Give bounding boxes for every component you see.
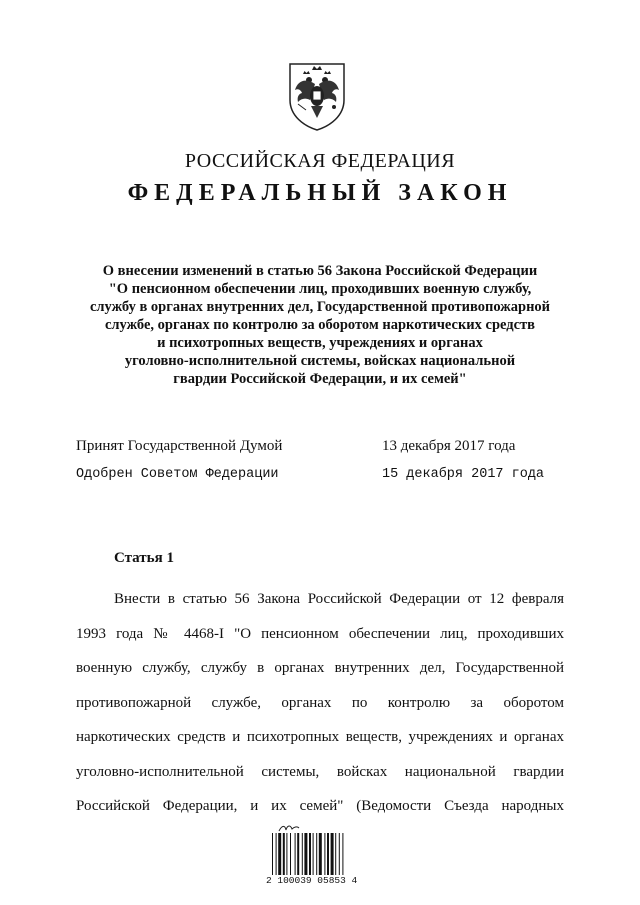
adoption-row-council	[76, 467, 566, 482]
adoption-label: Одобрен Советом Федерации	[76, 467, 279, 482]
title-line: уголовно-исполнительной системы, войсках национальной	[124, 353, 516, 369]
barcode-bar	[278, 833, 281, 875]
article-body	[76, 582, 564, 824]
barcode-bar	[283, 833, 285, 875]
barcode-icon	[272, 833, 360, 875]
body-line: Внести в статью 56 Закона Российской Федерации от 12 февраля	[114, 591, 564, 607]
barcode-bar	[304, 833, 307, 875]
barcode-bar	[331, 833, 334, 875]
adoption-row-duma	[76, 438, 566, 455]
title-line: и психотропных веществ, учреждениях и органах	[157, 335, 483, 351]
body-line: наркотических средств и психотропных веществ, учреждениях и органах	[76, 729, 564, 745]
barcode-bar	[316, 833, 317, 875]
document-type: ФЕДЕРАЛЬНЫЙ ЗАКОН	[127, 180, 513, 206]
barcode-bar	[309, 833, 311, 875]
barcode-bar	[295, 833, 296, 875]
barcode-bar	[297, 833, 299, 875]
title-line: "О пенсионном обеспечении лиц, проходивших военную службу,	[108, 281, 532, 297]
body-line: военную службу, службу в органах внутренних дел, Государственной	[76, 660, 564, 676]
barcode-bar	[313, 833, 314, 875]
barcode-bar	[324, 833, 325, 875]
barcode-bar	[327, 833, 329, 875]
body-line: противопожарной службе, органах по контролю за оборотом	[76, 694, 564, 711]
body-line: Российской Федерации, и их семей" (Ведомости Съезда народных	[76, 798, 564, 814]
barcode-bar	[272, 833, 273, 875]
barcode-number: 2 100039 05853 4	[266, 875, 358, 886]
adoption-date: 15 декабря 2017 года	[382, 467, 545, 482]
barcode-bar	[286, 833, 287, 875]
barcode-bar	[276, 833, 277, 875]
barcode-bar	[319, 833, 322, 875]
barcode-bar	[335, 833, 336, 875]
title-line: службе, органах по контролю за оборотом наркотических средств	[104, 317, 536, 333]
title-line: О внесении изменений в статью 56 Закона Российской Федерации	[102, 263, 538, 279]
adoption-date: 13 декабря 2017 года	[382, 438, 516, 454]
body-line: уголовно-исполнительной системы, войсках национальной гвардии	[76, 763, 564, 780]
article-heading: Статья 1	[114, 550, 174, 566]
title-line: гвардии Российской Федерации, и их семей"	[173, 371, 467, 387]
country-name: РОССИЙСКАЯ ФЕДЕРАЦИЯ	[184, 150, 456, 172]
body-line: 1993 года № 4468-I "О пенсионном обеспечении лиц, проходивших	[76, 625, 564, 642]
barcode-bar	[339, 833, 340, 875]
coat-of-arms-icon	[286, 60, 348, 132]
law-title	[60, 262, 580, 388]
adoption-label: Принят Государственной Думой	[76, 438, 283, 454]
barcode-bar	[342, 833, 343, 875]
barcode-bar	[302, 833, 303, 875]
title-line: службу в органах внутренних дел, Государственной противопожарной	[89, 299, 551, 315]
barcode-bar	[290, 833, 291, 875]
